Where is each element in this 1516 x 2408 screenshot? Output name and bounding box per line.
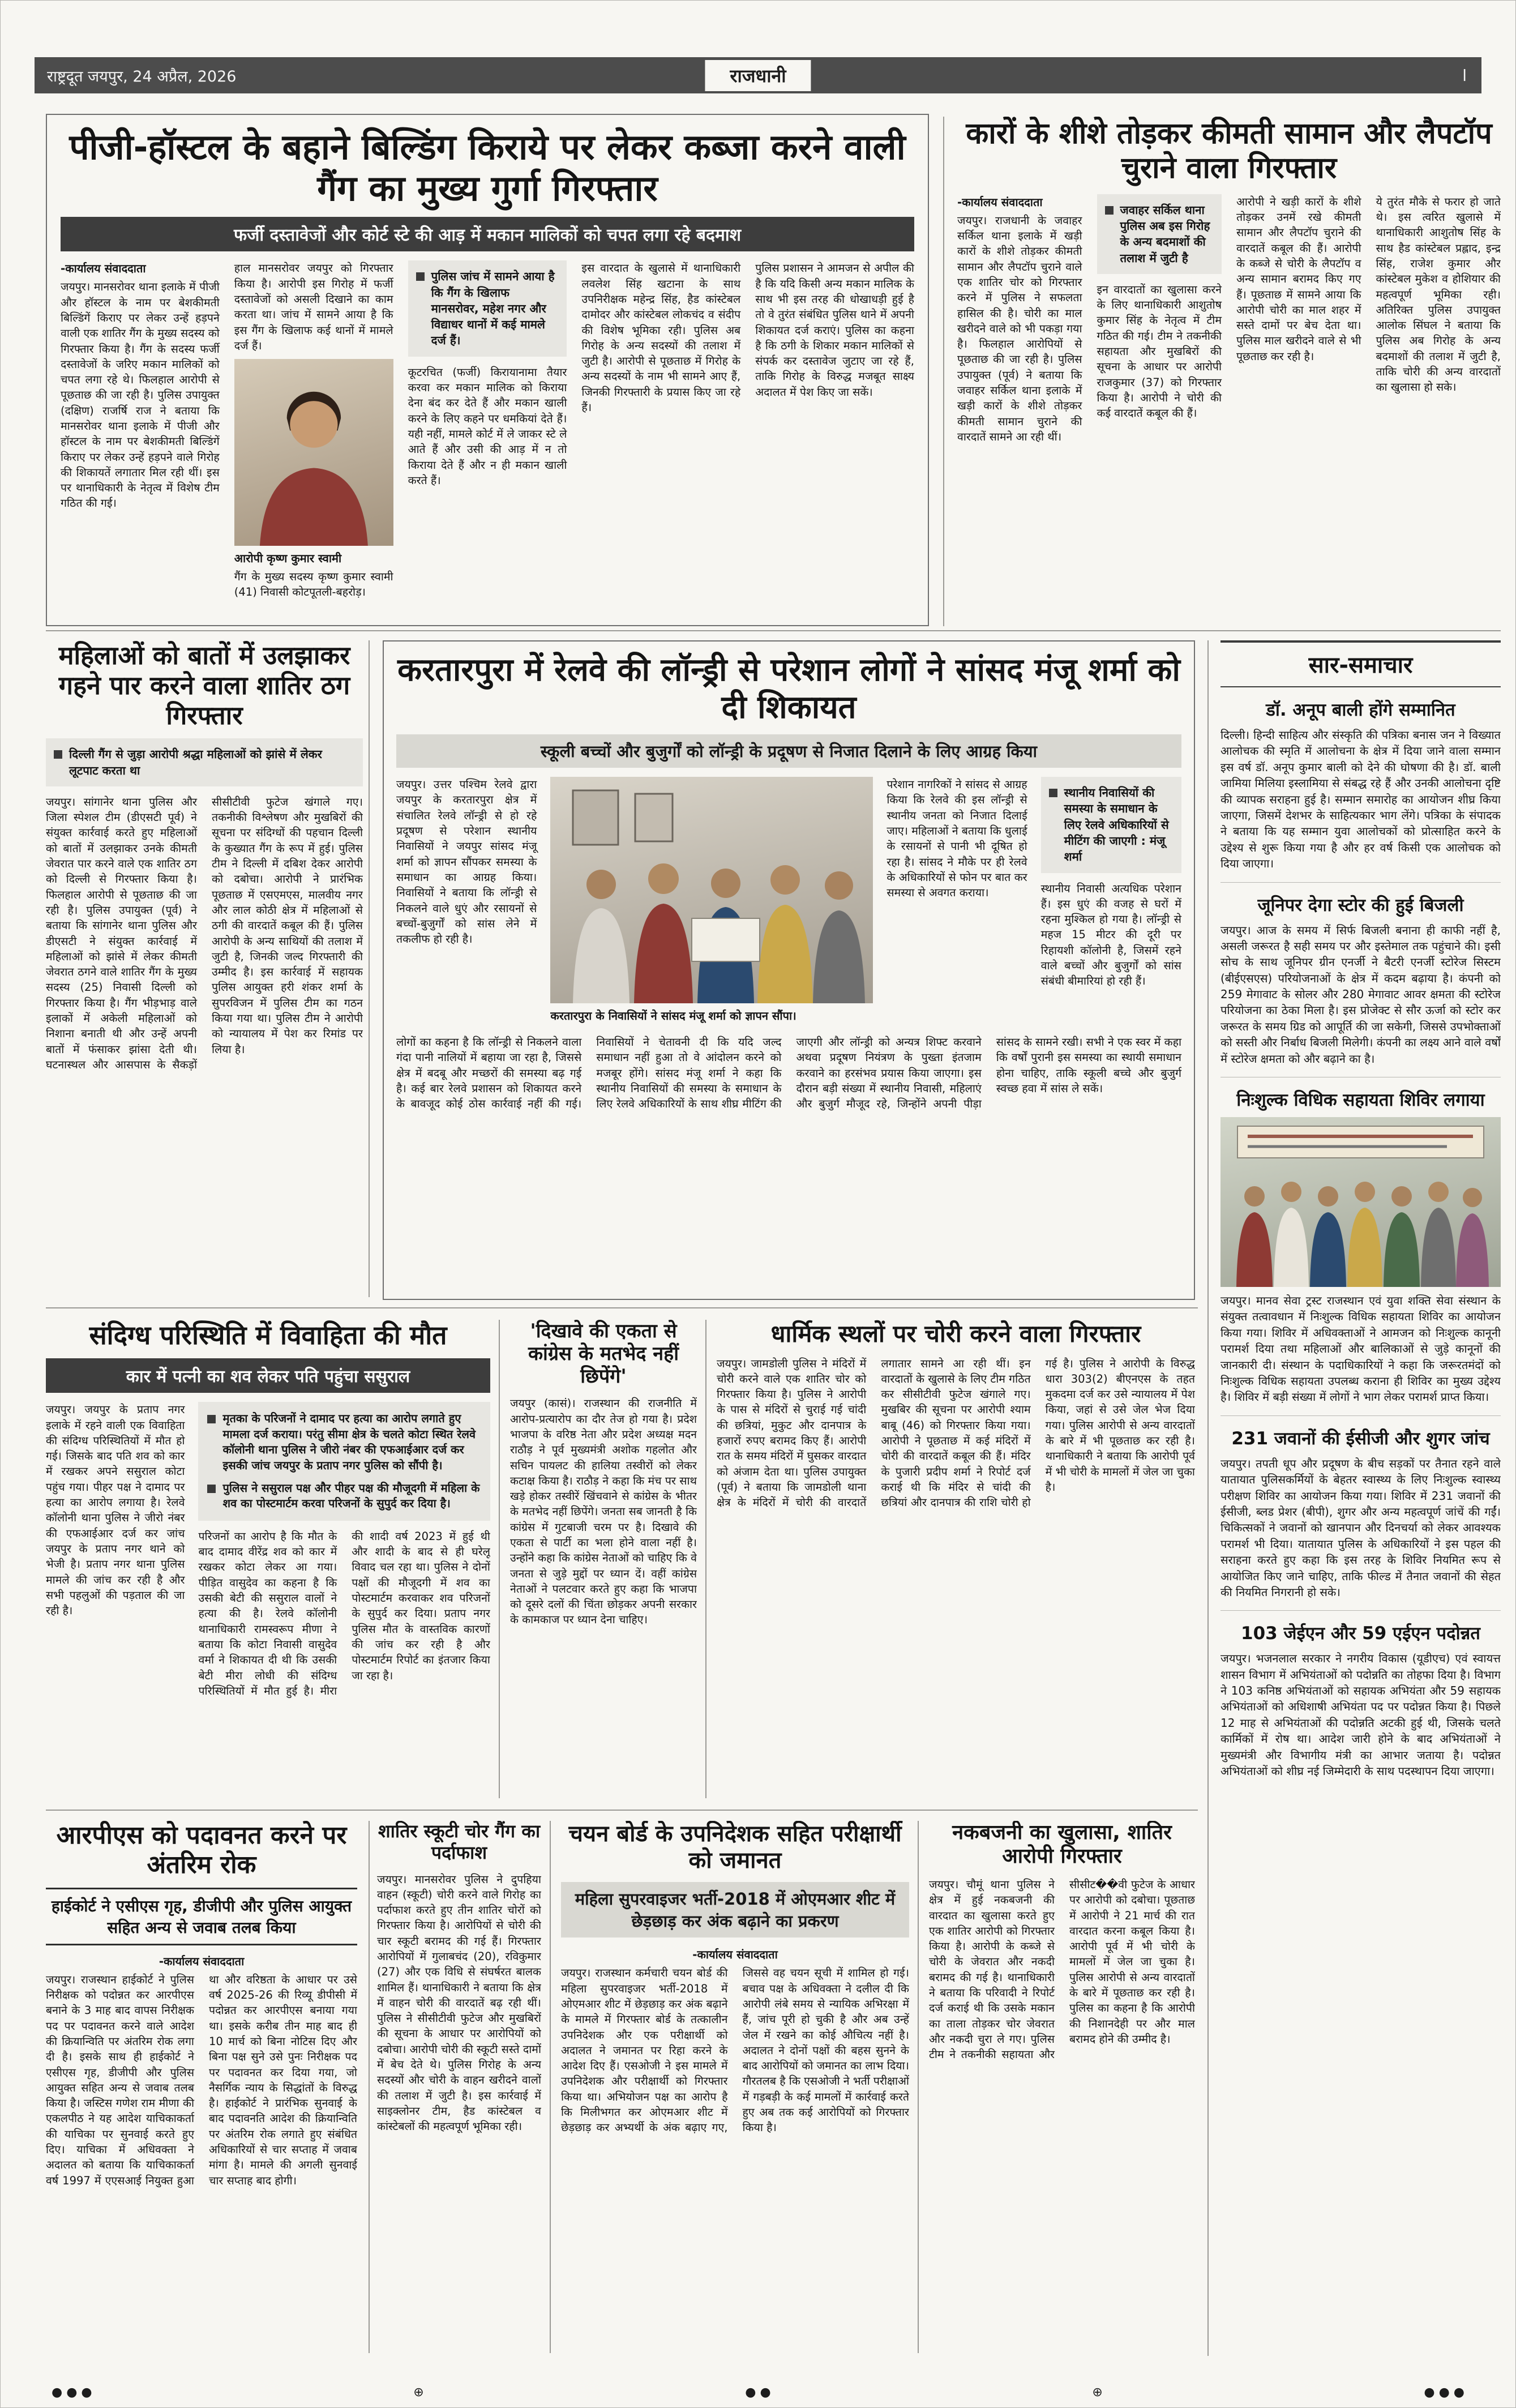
memorandum-photo: [550, 777, 873, 1003]
suspect-photo: [234, 359, 393, 546]
group-photo-illustration: [550, 777, 873, 1003]
pg-col-5: [755, 260, 914, 600]
pg-col2-below-text: गैंग के मुख्य सदस्य कृष्ण कुमार स्वामी (41) निवासी कोटपूतली-बहरोड़।: [234, 570, 393, 599]
laundry-col2-text: परेशान नागरिकों ने सांसद से आग्रह किया कि रेलवे की इस लॉन्ड्री से स्थानीय जनता को निजात दिलाई जाए। महिलाओं ने बताया कि धुलाई के रसायनों से पानी भी दूषित हो रहा है। सांसद ने मौके पर ही रेलवे के अधिकारियों से फोन पर बात कर समस्या से अवगत कराया।: [887, 778, 1027, 900]
article-burglary-solved: [929, 1821, 1195, 2356]
suspicious-kicker: कार में पत्नी का शव लेकर पति पहुंचा ससुराल: [46, 1358, 490, 1393]
car-col4-text: ये तुरंत मौके से फरार हो जाते थे। इस त्वरित खुलासे में थानाधिकारी आशुतोष सिंह के साथ हैड कांस्टेबल प्रह्लाद, इन्द्र सिंह, राजेश कुमार और कांस्टेबल मुकेश व होशियार की महत्वपूर्ण भूमिका रही। अतिरिक्त पुलिस उपायुक्त आलोक सिंघल ने बताया कि पुलिस अब गिरोह के अन्य बदमाशों की तलाश में जुटी है, ताकि चोरी की अन्य वारदातों का खुलासा हो सके।: [1376, 195, 1501, 394]
column-rule: [550, 1821, 551, 2353]
car-col-2: [1097, 194, 1222, 444]
suspicious-right-wrap: [198, 1402, 490, 1699]
article-women-thug: [46, 640, 363, 1300]
pg-col-4: [581, 260, 740, 600]
square-bullet-icon: [54, 750, 62, 759]
person-silhouette-icon: [234, 359, 393, 546]
masthead-bar: [35, 57, 1481, 93]
car-body-columns: [957, 194, 1501, 444]
laundry-col1-text: जयपुर। उत्तर पश्चिम रेलवे द्वारा जयपुर के करतारपुरा क्षेत्र में संचालित रेलवे लॉन्ड्री से हो रहे प्रदूषण से परेशान स्थानीय निवासियों ने जयपुर सांसद मंजू शर्मा को ज्ञापन सौंपकर समस्या के समाधान का आग्रह किया। निवासियों ने बताया कि लॉन्ड्री से निकलने वाले धुएं और रसायनों से बच्चों-बुजुर्गों को सांस लेने में तकलीफ हो रही है।: [396, 778, 537, 946]
car-byline: -कार्यालय संवाददाता: [957, 195, 1043, 209]
pg-col4-text: इस वारदात के खुलासे में थानाधिकारी लवलेश सिंह खटाना के साथ उपनिरीक्षक महेन्द्र सिंह, हैड कांस्टेबल दामोदर और कांस्टेबल लोकचंद व संदीप की विशेष भूमिका रही। पुलिस अब गिरोह के अन्य सदस्यों की तलाश में जुटी है। आरोपी से पूछताछ में गिरोह के अन्य सदस्यों के नाम भी सामने आए हैं, जिनकी गिरफ्तारी के प्रयास किए जा रहे हैं।: [581, 262, 741, 414]
article-car-glass-theft: [957, 117, 1501, 626]
pg-col-1: [61, 260, 220, 600]
suspicious-col1-text: जयपुर। जयपुर के प्रताप नगर इलाके में रहने वाली एक विवाहिता की संदिग्ध परिस्थितियों में मौत हो गई। जिसके बाद पति शव को कार में रखकर अपने ससुराल कोटा पहुंच गया। पीहर पक्ष ने दामाद पर हत्या का आरोप लगाया है। रेलवे कॉलोनी थाना पुलिस ने जीरो नंबर की एफआईआर दर्ज कर जांच जयपुर के प्रताप नगर थाने को भेजी है। प्रताप नगर थाना पुलिस मामले की जांच कर रही है और सभी पहलुओं की पड़ताल की जा रही है।: [46, 1403, 185, 1618]
square-bullet-icon: [207, 1415, 216, 1423]
sidebar-item-title: निःशुल्क विधिक सहायता शिविर लगाया: [1236, 1090, 1485, 1111]
square-bullet-icon: [1049, 789, 1057, 797]
memorandum-photo-figure: [550, 777, 873, 1026]
selection-body-text: जयपुर। राजस्थान कर्मचारी चयन बोर्ड की महिला सुपरवाइजर भर्ती-2018 में ओएमआर शीट में छेड़छाड़ कर अंक बढ़ाने के मामले में गिरफ्तार बोर्ड के तत्कालीन उपनिदेशक और एक परीक्षार्थी को अदालत ने जमानत पर रिहा करने के आदेश दिए हैं। एसओजी ने इस मामले में उपनिदेशक और परीक्षार्थी को गिरफ्तार किया था। अभियोजन पक्ष का आरोप है कि मिलीभगत कर ओएमआर शीट में छेड़छाड़ कर अभ्यर्थी के अंक बढ़ाए गए, जिससे वह चयन सूची में शामिल हो गई। बचाव पक्ष के अधिवक्ता ने दलील दी कि आरोपी लंबे समय से न्यायिक अभिरक्षा में हैं, जांच पूरी हो चुकी है और अब उन्हें जेल में रखने का कोई औचित्य नहीं है। अदालत ने दोनों पक्षों की बहस सुनने के बाद आरोपियों को जमानत का लाभ दिया। गौरतलब है कि एसओजी ने भर्ती परीक्षाओं में गड़बड़ी के कई मामलों में कार्रवाई करते हुए अब तक कई आरोपियों को गिरफ्तार किया है।: [561, 1966, 909, 2135]
sidebar-title: सार-समाचार: [1220, 640, 1501, 687]
suspicious-col-1: [46, 1402, 185, 1699]
suspect-photo-caption: आरोपी कृष्ण कुमार स्वामी: [234, 551, 342, 566]
laundry-col-1: [396, 777, 537, 1026]
temple-headline: धार्मिक स्थलों पर चोरी करने वाला गिरफ्तार: [770, 1320, 1141, 1348]
article-suspicious-death: [46, 1320, 490, 1801]
car-col2-text: इन वारदातों का खुलासा करने के लिए थानाधिकारी आशुतोष कुमार सिंह के नेतृत्व में टीम गठित की गई। टीम ने तकनीकी सहायता और मुखबिरों की सूचना के आधार पर आरोपी राजकुमार (37) को गिरफ्तार किया है। आरोपी ने चोरी की कई वारदातें कबूल की हैं।: [1097, 283, 1222, 420]
sidebar-item-title: 231 जवानों की ईसीजी और शुगर जांच: [1231, 1428, 1490, 1449]
column-rule: [499, 1320, 500, 1798]
selection-headline: चयन बोर्ड के उपनिदेशक सहित परीक्षार्थी को जमानत: [568, 1821, 902, 1874]
car-highlight-text: जवाहर सर्किल थाना पुलिस अब इस गिरोह के अन्य बदमाशों की तलाश में जुटी है: [1120, 203, 1210, 265]
temple-body-columns: [717, 1356, 1195, 1511]
section-rule: [46, 630, 1501, 631]
bullet-item: [207, 1481, 481, 1512]
column-rule: [1207, 640, 1209, 2356]
sidebar-item-title: 103 जेईएन और 59 एईएन पदोन्नत: [1241, 1623, 1480, 1644]
section-rule: [46, 1307, 1198, 1308]
column-rule: [369, 640, 370, 1297]
suspicious-lower-columns: [198, 1529, 490, 1699]
column-rule: [705, 1320, 706, 1798]
women-highlight-box: [46, 738, 363, 786]
car-col-3: [1236, 194, 1361, 444]
suspicious-bullet-box: [198, 1402, 490, 1521]
rps-headline: आरपीएस को पदावनत करने पर अंतरिम रोक: [56, 1821, 347, 1879]
scooty-body-text: जयपुर। मानसरोवर पुलिस ने दुपहिया वाहन (स्कूटी) चोरी करने वाले गिरोह का पर्दाफाश करते हुए तीन शातिर चोरों को गिरफ्तार किया है। आरोपियों से चोरी की चार स्कूटी बरामद की गई हैं। गिरफ्तार आरोपियों में गुलाबचंद (20), रविकुमार (27) और एक विधि से संघर्षरत बालक शामिल हैं। थानाधिकारी ने बताया कि क्षेत्र में वाहन चोरी की वारदातें बढ़ रही थीं। पुलिस ने सीसीटीवी फुटेज और मुखबिरों की सूचना के आधार पर आरोपियों को दबोचा। आरोपी चोरी की स्कूटी सस्ते दामों में बेच देते थे। पुलिस गिरोह के अन्य सदस्यों और चोरी के वाहन खरीदने वालों की तलाश में जुटी है। इस कार्रवाई में साइक्लोनर टीम, हैड कांस्टेबल व कांस्टेबलों की महत्वपूर्ण भूमिका रही।: [377, 1872, 541, 2133]
laundry-highlight-text: स्थानीय निवासियों की समस्या के समाधान के लिए रेलवे अधिकारियों से मीटिंग की जाएगी : मंजू शर्मा: [1064, 786, 1169, 864]
square-bullet-icon: [1105, 206, 1114, 215]
article-railway-laundry: [383, 640, 1195, 1300]
pg-col-3: [408, 260, 567, 600]
section-rule: [46, 1810, 1198, 1811]
burglary-headline: नकबजनी का खुलासा, शातिर आरोपी गिरफ्तार: [952, 1821, 1172, 1868]
pg-col1-text: जयपुर। मानसरोवर थाना इलाके में पीजी और हॉस्टल के नाम पर बेशकीमती बिल्डिंगें किराए पर लेकर उन्हें हड़पने वाली एक शातिर गैंग के मुख्य सदस्य को गिरफ्तार किया है। गैंग के सदस्य फर्जी दस्तावेजों के जरिए मकान मालिकों को चपत लगा रहे थे। फिलहाल आरोपी से पूछताछ की जा रही है। पुलिस उपायुक्त (दक्षिण) राजर्षि राज ने बताया कि मानसरोवर थाना इलाके में पीजी और हॉस्टल के नाम पर बेशकीमती बिल्डिंगें किराए पर लेकर उन्हें हड़पने वाले गिरोह की शिकायतें लगातार मिल रही थीं। इस पर थानाधिकारी के नेतृत्व में विशेष टीम गठित की गई।: [61, 280, 220, 510]
article-scooty-thief-gang: [377, 1821, 541, 2356]
laundry-col3-text: स्थानीय निवासी अत्यधिक परेशान हैं। इस धुएं की वजह से घरों में रहना मुश्किल हो गया है। लॉन्ड्री से महज 15 मीटर की दूरी पर रिहायशी कॉलोनी है, जिसमें रहने वाले बच्चों और बुजुर्गों को सांस संबंधी बीमारियां हो रही हैं।: [1040, 882, 1181, 988]
sidebar-item-body: जयपुर। मानव सेवा ट्रस्ट राजस्थान एवं युवा शक्ति सेवा संस्थान के संयुक्त तत्वावधान में निःशुल्क विधिक सहायता शिविर का आयोजन किया गया। शिविर में अधिवक्ताओं ने आमजन को निःशुल्क कानूनी परामर्श दिया तथा महिलाओं और बालिकाओं से जुड़े कानूनों की जानकारी दी। संस्थान के पदाधिकारियों ने कहा कि जरूरतमंदों को निःशुल्क विधिक सहायता उपलब्ध कराना ही शिविर का मुख्य उद्देश्य है। शिविर में बड़ी संख्या में लोगों ने भाग लेकर परामर्श प्राप्त किया।: [1220, 1294, 1501, 1404]
news-briefs-sidebar: [1220, 640, 1501, 2359]
article-congress-remark: [510, 1320, 697, 1801]
car-headline: कारों के शीशे तोड़कर कीमती सामान और लैपटॉप चुराने वाला गिरफ्तार: [966, 117, 1492, 186]
sidebar-item-engineers-promoted: [1220, 1621, 1501, 1789]
suspicious-col2-text: परिजनों का आरोप है कि मौत के बाद दामाद वीरेंद्र शव को कार में रखकर कोटा लेकर आ गया। पीड़ित वासुदेव का कहना है कि उसकी बेटी की ससुराल वालों ने हत्या की है। रेलवे कॉलोनी थानाधिकारी रामस्वरूप मीणा ने बताया कि कोटा निवासी वासुदेव वर्मा ने शिकायत दी थी कि उसकी बेटी मीरा लोधी की संदिग्ध परिस्थितियों में मौत हुई है। मीरा की शादी वर्ष 2023 में हुई थी और शादी के बाद से ही घरेलू विवाद चल रहा था। पुलिस ने दोनों पक्षों की मौजूदगी में शव का पोस्टमार्टम करवाकर शव परिजनों के सुपुर्द कर दिया। प्रताप नगर पुलिस मौत के वास्तविक कारणों की जांच कर रही है और पोस्टमार्टम रिपोर्ट का इंतजार किया जा रहा है।: [198, 1529, 490, 1697]
section-label: राजधानी: [705, 60, 811, 91]
suspicious-body-row: [46, 1402, 490, 1699]
article-temple-theft: [717, 1320, 1195, 1801]
laundry-col-3: [1041, 777, 1181, 1026]
sidebar-item-health-checkup: [1220, 1426, 1501, 1611]
scooty-headline: शातिर स्कूटी चोर गैंग का पर्दाफाश: [378, 1821, 541, 1863]
car-col3-text: आरोपी ने खड़ी कारों के शीशे तोड़कर उनमें रखे कीमती सामान और लैपटॉप चुराने की वारदातें कबूल की हैं। आरोपी के कब्जे से चोरी के लैपटॉप व अन्य सामान बरामद किए गए हैं। पूछताछ में सामने आया कि आरोपी चोरी का माल शहर में सस्ते दामों पर बेच देता था। पुलिस माल खरीदने वाले से भी पूछताछ कर रही है।: [1236, 195, 1361, 363]
laundry-highlight-box: [1041, 777, 1181, 872]
congress-headline: 'दिखावे की एकता से कांग्रेस के मतभेद नहीं छिपेंगे': [528, 1320, 679, 1388]
pg-highlight-text: पुलिस जांच में सामने आया है कि गैंग के खिलाफ मानसरोवर, महेश नगर और विद्याधर थानों में कई मामले दर्ज हैं।: [431, 270, 555, 348]
laundry-kicker: स्कूली बच्चों और बुजुर्गों को लॉन्ड्री के प्रदूषण से निजात दिलाने के लिए आग्रह किया: [396, 734, 1181, 768]
sidebar-item-body: जयपुर। भजनलाल सरकार ने नगरीय विकास (यूडीएच) एवं स्वायत्त शासन विभाग में अभियंताओं को पदोन्नति का तोहफा दिया है। विभाग ने 103 कनिष्ठ अभियंताओं को सहायक अभियंता और 59 सहायक अभियंताओं को अधिशाषी अभियंता पद पर पदोन्नत किया है। पिछले 12 माह से अभियंताओं की पदोन्नति अटकी हुई थी, जिसके चलते कार्मिकों में रोष था। आदेश जारी होने के बाद अभियंताओं ने मुख्यमंत्री और विभागीय मंत्री का आभार जताया है। पदोन्नत अभियंताओं को शीघ्र नई जिम्मेदारी के साथ पदस्थापन दिया जाएगा।: [1220, 1652, 1501, 1778]
rps-body-text: जयपुर। राजस्थान हाईकोर्ट ने पुलिस निरीक्षक को पदोन्नत कर आरपीएस बनाने के 3 माह बाद वापस निरीक्षक पद पर पदावनत करने वाले आदेश की क्रियान्विति पर अंतरिम रोक लगा दी है। इसके साथ ही हाईकोर्ट ने एसीएस गृह, डीजीपी और पुलिस आयुक्त सहित अन्य से जवाब तलब किया है। जस्टिस गणेश राम मीणा की एकलपीठ ने यह आदेश याचिकाकर्ता की याचिका पर सुनवाई करते हुए दिए। याचिका में अधिवक्ता ने अदालत को बताया कि याचिकाकर्ता वर्ष 1997 में एएसआई नियुक्त हुआ था और वरिष्ठता के आधार पर उसे वर्ष 2025-26 की रिव्यू डीपीसी में पदोन्नत कर आरपीएस बनाया गया था। इसके करीब तीन माह बाद ही 10 मार्च को बिना नोटिस दिए और बिना पक्ष सुने उसे पुनः निरीक्षक पद पर पदावनत कर दिया गया, जो नैसर्गिक न्याय के सिद्धांतों के विरुद्ध है। हाईकोर्ट ने प्रारंभिक सुनवाई के बाद पदावनति आदेश की क्रियान्विति पर अंतरिम रोक लगाते हुए संबंधित अधिकारियों से चार सप्ताह में जवाब मांगा है। मामले की अगली सुनवाई चार सप्ताह बाद होगी।: [46, 1973, 357, 2187]
selection-kicker: महिला सुपरवाइजर भर्ती-2018 में ओएमआर शीट में छेड़छाड़ कर अंक बढ़ाने का प्रकरण: [561, 1882, 909, 1937]
rps-body-columns: [46, 1972, 357, 2188]
laundry-body-row: [396, 777, 1181, 1026]
suspicious-headline: संदिग्ध परिस्थिति में विवाहिता की मौत: [89, 1320, 447, 1350]
print-registration-marks: [52, 2385, 1464, 2400]
dot-marks-icon: ● ● ●: [52, 2385, 92, 2400]
pg-col3-text: कूटरचित (फर्जी) किरायानामा तैयार करवा कर मकान मालिक को किराया देना बंद कर देते हैं और मकान खाली करने के लिए कहने पर धमकियां देते हैं। यही नहीं, मामले कोर्ट में ले जाकर स्टे ले आते हैं और उसी की आड़ में न तो किराया देते हैं और न ही मकान खाली करते हैं।: [408, 365, 567, 487]
pg-body-columns: [61, 260, 914, 600]
square-bullet-icon: [207, 1485, 216, 1493]
pg-col5-text: पुलिस प्रशासन ने आमजन से अपील की है कि यदि किसी अन्य मकान मालिक के साथ भी इस तरह की धोखाधड़ी हुई है तो वे तुरंत संबंधित पुलिस थाने में अपनी शिकायत दर्ज कराएं। पुलिस का कहना है कि ठगी के शिकार मकान मालिकों से संपर्क कर दस्तावेज जुटाए जा रहे हैं, ताकि गिरोह के विरुद्ध मजबूत साक्ष्य अदालत में पेश किए जा सकें।: [755, 262, 914, 399]
article-pg-hostel-gang: [46, 114, 929, 626]
sidebar-item-legal-aid-camp: [1220, 1088, 1501, 1416]
sidebar-item-title: डॉ. अनूप बाली होंगे सम्मानित: [1266, 700, 1455, 720]
women-body-text: जयपुर। सांगानेर थाना पुलिस और जिला स्पेशल टीम (डीएसटी पूर्व) ने संयुक्त कार्रवाई करते हुए महिलाओं को बातों में उलझाकर उनके कीमती जेवरात पार करने वाले एक शातिर ठग को दिल्ली से गिरफ्तार किया है। फिलहाल आरोपी से पूछताछ की जा रही है। पुलिस उपायुक्त (पूर्व) ने बताया कि सांगानेर थाना पुलिस और डीएसटी ने संयुक्त कार्रवाई में महिलाओं को झांसे में लेकर कीमती जेवरात ठगने वाले शातिर गैंग के मुख्य सदस्य (25) निवासी दिल्ली को गिरफ्तार किया है। गैंग भीड़भाड़ वाले इलाकों में अकेली महिलाओं को निशाना बनाती थी और उन्हें अपनी बातों में फंसाकर झांसा देती थी। घटनास्थल और आसपास के सैकड़ों सीसीटीवी फुटेज खंगाले गए। तकनीकी विश्लेषण और मुखबिरों की सूचना पर संदिग्धों की पहचान दिल्ली के कुख्यात गैंग के रूप में हुई। पुलिस टीम ने दिल्ली में दबिश देकर आरोपी को दबोचा। आरोपी ने प्रारंभिक पूछताछ में एसएमएस, मालवीय नगर और लाल कोठी क्षेत्र में महिलाओं से ठगी की वारदातें कबूल की हैं। पुलिस आरोपी के अन्य साथियों की तलाश में जुटी है, जिनकी जल्द गिरफ्तारी की उम्मीद है। इस कार्रवाई में सहायक पुलिस आयुक्त हरी शंकर शर्मा के सुपरविजन में पुलिस टीम का गठन किया गया था। पुलिस टीम ने आरोपी को न्यायालय में पेश कर रिमांड पर लिया है।: [46, 795, 363, 1071]
page-marker: l: [1462, 66, 1467, 85]
pg-headline: पीजी-हॉस्टल के बहाने बिल्डिंग किराये पर लेकर कब्जा करने वाली गैंग का मुख्य गुर्गा गिरफ्तार: [69, 126, 906, 209]
pg-byline: -कार्यालय संवाददाता: [61, 262, 146, 276]
pg-col2-above-text: हाल मानसरोवर जयपुर को गिरफ्तार किया है। आरोपी इस गिरोह में फर्जी दस्तावेजों को असली दिखाने का काम करता था। जांच में सामने आया है कि इस गैंग के खिलाफ कई थानों में मामले दर्ज हैं।: [234, 262, 393, 352]
laundry-col-2: [887, 777, 1027, 1026]
congress-body-text: जयपुर (कासं)। राजस्थान की राजनीति में आरोप-प्रत्यारोप का दौर तेज हो गया है। प्रदेश भाजपा के वरिष्ठ नेता और प्रदेश अध्यक्ष मदन राठौड़ ने पूर्व मुख्यमंत्री अशोक गहलोत और सचिन पायलट की हालिया तस्वीरों को लेकर कटाक्ष किया है। राठौड़ ने कहा कि मंच पर साथ खड़े होकर तस्वीरें खिंचवाने से कांग्रेस के भीतर के मतभेद नहीं छिपेंगे। जनता सब जानती है कि कांग्रेस में गुटबाजी चरम पर है। दिखावे की एकता से पार्टी का भला होने वाला नहीं है। उन्होंने कहा कि कांग्रेस नेताओं को चाहिए कि वे जनता से जुड़े मुद्दों पर ध्यान दें। वहीं कांग्रेस नेताओं ने पलटवार करते हुए कहा कि भाजपा को दूसरे दलों की चिंता छोड़कर अपनी सरकार के कामकाज पर ध्यान देना चाहिए।: [510, 1397, 697, 1627]
laundry-headline: करतारपुरा में रेलवे की लॉन्ड्री से परेशान लोगों ने सांसद मंजू शर्मा को दी शिकायत: [397, 652, 1180, 726]
square-bullet-icon: [416, 272, 425, 281]
pg-col-2: [234, 260, 393, 600]
sidebar-item-anup-bali: [1220, 698, 1501, 883]
pg-kicker: फर्जी दस्तावेजों और कोर्ट स्टे की आड़ में मकान मालिकों को चपत लगा रहे बदमाश: [61, 217, 914, 251]
sidebar-item-body: जयपुर। आज के समय में सिर्फ बिजली बनाना ही काफी नहीं है, असली जरूरत है सही समय पर और इस्तेमाल तक पहुंचाने की। इसी सोच के साथ जूनिपर ग्रीन एनर्जी ने बैटरी एनर्जी स्टोरेज सिस्टम (बीईएसएस) परियोजनाओं के क्षेत्र में कदम बढ़ाया है। कंपनी को 259 मेगावाट के सोलर और 280 मेगावाट आवर क्षमता की स्टोरेज परियोजना का ठेका मिला है। इस प्रोजेक्ट से सौर ऊर्जा को स्टोर कर जरूरत के समय ग्रिड को आपूर्ति की जा सकेगी, जिससे उपभोक्ताओं को सस्ती और निर्बाध बिजली मिलेगी। कंपनी का लक्ष्य आने वाले वर्षों में स्टोरेज क्षमता को और बढ़ाने का है।: [1220, 923, 1501, 1066]
column-rule: [369, 1821, 370, 2353]
camp-photo-illustration: [1220, 1117, 1501, 1287]
laundry-bottom-text: लोगों का कहना है कि लॉन्ड्री से निकलने वाला गंदा पानी नालियों में बहाया जा रहा है, जिससे क्षेत्र में बदबू और मच्छरों की समस्या बढ़ गई है। कई बार रेलवे प्रशासन को शिकायत करने के बावजूद कोई ठोस कार्रवाई नहीं की गई। निवासियों ने चेतावनी दी कि यदि जल्द समाधान नहीं हुआ तो वे आंदोलन करने को मजबूर होंगे। सांसद मंजू शर्मा ने कहा कि स्थानीय निवासियों की समस्या के समाधान के लिए रेलवे अधिकारियों के साथ शीघ्र मीटिंग की जाएगी और लॉन्ड्री को अन्यत्र शिफ्ट करवाने अथवा प्रदूषण नियंत्रण के पुख्ता इंतजाम करवाने का हरसंभव प्रयास किया जाएगा। इस दौरान बड़ी संख्या में स्थानीय निवासी, महिलाएं और बुजुर्ग मौजूद रहे, जिन्होंने अपनी पीड़ा सांसद के सामने रखी। सभी ने एक स्वर में कहा कि वर्षों पुरानी इस समस्या का स्थायी समाधान होना चाहिए, ताकि स्कूली बच्चे और बुजुर्ग स्वच्छ हवा में सांस ले सकें।: [396, 1036, 1181, 1111]
car-col-4: [1376, 194, 1501, 444]
burglary-body-columns: [929, 1877, 1195, 2063]
registration-mark-icon: ⊕: [413, 2385, 424, 2400]
bullet-text: मृतका के परिजनों ने दामाद पर हत्या का आरोप लगाते हुए मामला दर्ज कराया। परंतु सीमा क्षेत्र के चलते कोटा स्थित रेलवे कॉलोनी थाना पुलिस ने जीरो नंबर की एफआईआर दर्ज कर इसकी जांच जयपुर के प्रताप नगर पुलिस को सौंपी है।: [222, 1412, 476, 1473]
women-highlight-text: दिल्ली गैंग से जुड़ा आरोपी श्रद्धा महिलाओं को झांसे में लेकर लूटपाट करता था: [69, 747, 322, 777]
bullet-text: पुलिस ने ससुराल पक्ष और पीहर पक्ष की मौजूदगी में महिला के शव का पोस्टमार्टम करवा परिजनों के सुपुर्द कर दिया है।: [222, 1481, 480, 1511]
sidebar-item-juniper-energy: [1220, 893, 1501, 1078]
car-col1-text: जयपुर। राजधानी के जवाहर सर्किल थाना इलाके में खड़ी कारों के शीशे तोड़कर कीमती सामान और लैपटॉप चुराने वाले एक शातिर चोर को गिरफ्तार करने में पुलिस ने सफलता हासिल की है। चोरी का माल खरीदने वाले को भी पकड़ा गया है। फिलहाल आरोपियों से पूछताछ की जा रही है। पुलिस उपायुक्त (पूर्व) ने बताया कि जवाहर सर्किल थाना इलाके में खड़ी कारों के शीशे तोड़कर कीमती सामान चुराने की वारदातें सामने आ रही थीं।: [957, 213, 1082, 443]
selection-byline: -कार्यालय संवाददाता: [692, 1948, 778, 1962]
laundry-bottom-columns: [396, 1034, 1181, 1111]
rps-kicker: हाईकोर्ट ने एसीएस गृह, डीजीपी और पुलिस आयुक्त सहित अन्य से जवाब तलब किया: [46, 1888, 357, 1945]
burglary-body-text: जयपुर। चौमूं थाना पुलिस ने क्षेत्र में हुई नकबजनी की वारदात का खुलासा करते हुए एक शातिर आरोपी को गिरफ्तार किया है। आरोपी के कब्जे से चोरी के जेवरात और नकदी बरामद की गई है। थानाधिकारी ने बताया कि परिवादी ने रिपोर्ट दर्ज कराई थी कि उसके मकान का ताला तोड़कर चोर जेवरात और नकदी चुरा ले गए। पुलिस टीम ने तकनीकी सहायता और सीसीट��वी फुटेज के आधार पर आरोपी को दबोचा। पूछताछ में आरोपी ने 21 मार्च की रात वारदात करना कबूल किया है। आरोपी पूर्व में भी चोरी के मामलों में जेल जा चुका है। पुलिस आरोपी से अन्य वारदातों के बारे में पूछताछ कर रही है। पुलिस का कहना है कि आरोपी की निशानदेही पर और माल बरामद होने की उम्मीद है।: [929, 1877, 1195, 2061]
sidebar-item-body: दिल्ली। हिन्दी साहित्य और संस्कृति की पत्रिका बनास जन ने विख्यात आलोचक की स्मृति में आलोचना के क्षेत्र में दिया जाने वाला सम्मान इस वर्ष डॉ. अनूप कुमार बाली को देने की घोषणा की है। डॉ. बाली जामिया मिलिया इस्लामिया से संबद्ध रहे हैं और उनकी आलोचना दृष्टि की व्यापक सराहना हुई है। सम्मान समारोह का आयोजन शीघ्र किया जाएगा, जिसमें देशभर के साहित्यकार भाग लेंगे। पत्रिका के संपादक ने बताया कि यह सम्मान युवा आलोचकों को प्रोत्साहित करने के उद्देश्य से शुरू किया गया है और हर वर्ष किसी एक आलोचक को दिया जाएगा।: [1220, 728, 1501, 871]
dot-marks-icon: ● ● ●: [1424, 2385, 1464, 2400]
legal-camp-photo: [1220, 1117, 1501, 1287]
selection-body-columns: [561, 1965, 909, 2135]
car-col-1: [957, 194, 1082, 444]
bullet-item: [207, 1411, 481, 1473]
dot-marks-icon: ● ●: [745, 2385, 771, 2400]
registration-mark-icon: ⊕: [1092, 2385, 1103, 2400]
rps-byline: -कार्यालय संवाददाता: [159, 1954, 245, 1968]
article-rps-demotion-stay: [46, 1821, 357, 2356]
temple-body-text: जयपुर। जामडोली पुलिस ने मंदिरों में चोरी करने वाले एक शातिर चोर को गिरफ्तार किया है। पुलिस ने आरोपी के पास से मंदिरों से चुराई गई चांदी की छत्रियां, मुकुट और दानपात्र के हजारों रुपए बरामद किए हैं। आरोपी रात के समय मंदिरों में घुसकर वारदात को अंजाम देता था। पुलिस उपायुक्त (पूर्व) ने बताया कि जामडोली थाना क्षेत्र के मंदिरों में चोरी की वारदातें लगातार सामने आ रही थीं। इन वारदातों के खुलासे के लिए टीम गठित कर सीसीटीवी फुटेज खंगाले गए। मुखबिर की सूचना पर आरोपी श्याम बाबू (46) को गिरफ्तार किया गया। आरोपी ने पूछताछ में कई मंदिरों में चोरी की वारदातें कबूल की हैं। मंदिर के पुजारी प्रदीप शर्मा ने रिपोर्ट दर्ज कराई थी कि मंदिर से चांदी की छत्रियां और दानपात्र की राशि चोरी हो गई है। पुलिस ने आरोपी के विरुद्ध धारा 303(2) बीएनएस के तहत मुकदमा दर्ज कर उसे न्यायालय में पेश किया, जहां से उसे जेल भेज दिया गया। पुलिस आरोपी से अन्य वारदातों के बारे में भी पूछताछ कर रही है। थानाधिकारी ने बताया कि आरोपी पूर्व में भी चोरी के मामलों में जेल जा चुका है।: [717, 1357, 1195, 1509]
car-highlight-box: [1097, 194, 1222, 274]
memorandum-photo-caption: करतारपुरा के निवासियों ने सांसद मंजू शर्मा को ज्ञापन सौंपा।: [550, 1009, 796, 1023]
pg-highlight-box: [408, 260, 567, 356]
column-rule: [943, 117, 944, 626]
sidebar-item-title: जूनिपर देगा स्टोर की हुई बिजली: [1257, 895, 1464, 916]
women-headline: महिलाओं को बातों में उलझाकर गहने पार करने वाला शातिर ठग गिरफ्तार: [58, 640, 350, 731]
column-rule: [918, 1821, 919, 2353]
article-selection-board-bail: [561, 1821, 909, 2356]
women-body: [46, 794, 363, 1072]
paper-name-date: राष्ट्रदूत जयपुर, 24 अप्रैल, 2026: [47, 67, 237, 85]
sidebar-item-body: जयपुर। तपती धूप और प्रदूषण के बीच सड़कों पर तैनात रहने वाले यातायात पुलिसकर्मियों के बेहतर स्वास्थ्य के लिए निःशुल्क स्वास्थ्य परीक्षण शिविर का आयोजन किया गया। शिविर में 231 जवानों की ईसीजी, ब्लड प्रेशर (बीपी), शुगर और अन्य महत्वपूर्ण जांचें की गईं। चिकित्सकों ने जवानों को खानपान और दिनचर्या को लेकर आवश्यक परामर्श भी दिया। यातायात पुलिस के अधिकारियों ने इस पहल की सराहना करते हुए कहा कि इस तरह के शिविर नियमित रूप से आयोजित किए जाने चाहिए, ताकि फील्ड में तैनात जवानों की सेहत की नियमित निगरानी हो सके।: [1220, 1456, 1501, 1599]
